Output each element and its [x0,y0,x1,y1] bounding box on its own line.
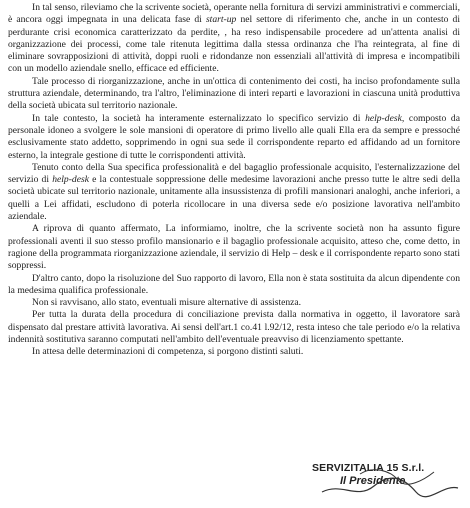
signatory-role: Il Presidente [340,475,406,487]
paragraph-closing: In attesa delle determinazioni di competenza, si porgono distinti saluti. [32,346,304,358]
signature-block [312,462,462,506]
paragraph-text: e la contestuale soppressione delle medesime lavorazioni anche presso tutte le altre sedi della società ubicate sul territorio nazionale, unitamente alla insussistenza di profili mansionari analoghi, anche inferiori, a quelli a Lei affidati, escludono di poterla ricollocare in una diversa sede e/o posizione lavorativa nell'ambito aziendale. [8,174,460,223]
paragraph-emphasis: help-desk [365,112,402,124]
handwritten-signature [312,462,462,506]
paragraph-conciliation: Per tutta la durata della procedura di conciliazione prevista dalla normativa in oggetto, il lavoratore sarà dispensato dal prestare attività lavorativa. Ai sensi dell'art.1 co.41 l.92/12, resta inteso che tale periodo e/o la relativa indennità sostitutiva saranno computati nell'ambito dell'eventuale preavviso di licenziamento spettante. [8,309,460,346]
paragraph-emphasis: help-desk [52,174,89,186]
paragraph-emphasis: start-up [205,14,237,26]
paragraph-text: In tal senso, rileviamo che la scrivente società, operante nella fornitura di servizi amministrativi e commerciali, è ancora oggi impegnata in una delicata fase di [8,2,460,26]
paragraph-no-alternatives: Non si ravvisano, allo stato, eventuali misure alternative di assistenza. [32,297,302,309]
paragraph-outsourcing [8,113,460,162]
company-stamp: SERVIZITALIA 15 S.r.l. [312,462,425,474]
letter-body [8,2,460,359]
paragraph-text: Tenuto conto della Sua specifica professionalità e del bagaglio professionale acquisito, l'esternalizzazione del servizio di [8,161,460,186]
paragraph-reorganization: Tale processo di riorganizzazione, anche in un'ottica di contenimento dei costi, ha inciso profondamente sulla struttura aziendale, determinando, tra l'altro, l'eliminazione di interi reparti e lavorazioni in ciascuna unità produttiva della società ubicata sul territorio nazionale. [8,75,460,112]
paragraph-no-relocation [8,162,460,223]
paragraph-no-hiring: A riprova di quanto affermato, La informiamo, inoltre, che la scrivente società non ha assunto figure professionali aventi il suo stesso profilo mansionario e il bagaglio professionale acquisito, atteso che, come detto, in ragione della programmata riorganizzazione aziendale, il servizio di Help – desk e il corrispondente reparto sono stati soppressi. [8,223,460,272]
paragraph-text: In tale contesto, la società ha interamente esternalizzato lo specifico servizio di [32,112,366,124]
paragraph-text: nel settore di riferimento che, anche in un contesto di perdurante crisi economica caratterizzato da perdite, , ha reso indispensabile procedere ad un'attenta analisi di organizzazione dei processi, come tale ritenuta legittima dalla stessa ordinanza che l'ha reintegrata, al fine di eliminare sovrapposizioni di attività, doppi ruoli e ridondanze non essenziali all'attività di impresa e incompatibili con un modello aziendale snello, efficace ed efficiente. [8,14,461,75]
paragraph-restructuring-context [8,2,460,76]
paragraph-no-replacement: D'altro canto, dopo la risoluzione del Suo rapporto di lavoro, Ella non è stata sostituita da alcun dipendente con la medesima qualifica professionale. [8,272,460,296]
paragraph-text: , composto da personale idoneo a svolgere le sole mansioni di operatore di primo livello alle quali Ella era da sempre e pressoché esclusivamente stato addetto, sopprimendo in ogni sua sede il corrispondente reparto ed affidando ad un fornitore esterno, la integrale gestione di tutte le corrispondenti attività. [8,112,460,161]
